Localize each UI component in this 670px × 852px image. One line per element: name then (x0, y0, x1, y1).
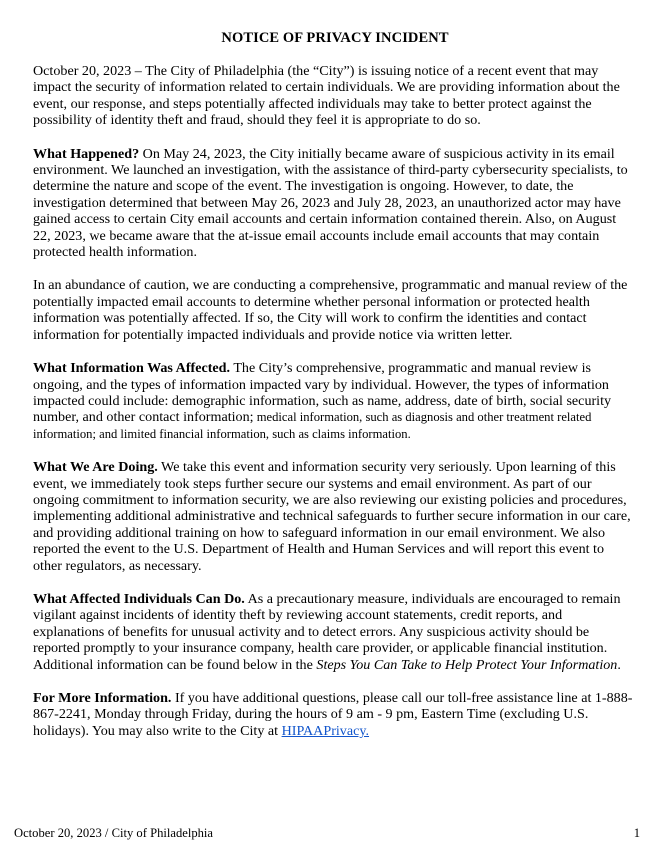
what-doing-paragraph (33, 459, 633, 574)
what-info-text-small: medical information, such as diagnosis and other treatment related information; and limited financial information, such as claims information. (33, 410, 592, 441)
what-can-do-paragraph (33, 591, 633, 673)
document-body (33, 63, 633, 756)
page-number: 1 (633, 826, 640, 840)
what-info-heading: What Information Was Affected. (33, 360, 231, 377)
more-info-paragraph (33, 690, 633, 739)
what-info-paragraph (33, 360, 633, 442)
steps-reference: Steps You Can Take to Help Protect Your Information (316, 656, 618, 673)
intro-paragraph: October 20, 2023 – The City of Philadelphia (the “City”) is issuing notice of a recent event that may impact the security of information related to certain individuals. We are providing information about the event, our response, and steps potentially affected individuals may take to better protect against the possibility of identity theft and fraud, should they feel it is appropriate to do so. (33, 63, 620, 129)
what-doing-text: We take this event and information security very seriously. Upon learning of this event, we immediately took steps further secure our systems and email environment. As part of our ongoing commitment to information security, we are also reviewing our existing policies and procedures, implementing additional administrative and technical safeguards to further secure information in our care, and providing additional training on how to safeguard information in our email environment. We also reported the event to the U.S. Department of Health and Human Services and will report this event to other regulators, as necessary. (33, 459, 631, 574)
more-info-text: If you have additional questions, please call our toll-free assistance line at 1-888-867-2241, Monday through Friday, during the hours of 9 am - 9 pm, Eastern Time (excluding U.S. holidays). You may also write to the City at (33, 690, 633, 739)
what-happened-text: On May 24, 2023, the City initially became aware of suspicious activity in its email environment. We launched an investigation, with the assistance of third-party cybersecurity specialists, to determine the nature and scope of the event. The investigation is ongoing. However, to date, the investigation determined that between May 26, 2023 and July 28, 2023, an unauthorized actor may have gained access to certain City email accounts and certain information contained therein. Also, on August 22, 2023, we became aware that the at-issue email accounts include email accounts that may contain protected health information. (33, 145, 628, 261)
what-info-text: The City’s comprehensive, programmatic and manual review is ongoing, and the types of information impacted vary by individual. However, the types of information impacted could include: demographic information, such as name, address, date of birth, social security number, and other contact information; (33, 360, 612, 426)
hipaa-privacy-link[interactable]: HIPAAPrivacy. (281, 722, 370, 739)
what-happened-paragraph (33, 146, 633, 261)
abundance-paragraph: In an abundance of caution, we are conducting a comprehensive, programmatic and manual review of the potentially impacted email accounts to determine whether personal information or protected health information was potentially affected. If so, the City will work to confirm the identities and contact information for potentially impacted individuals and provide notice via written letter. (33, 277, 628, 343)
page-title: NOTICE OF PRIVACY INCIDENT (221, 30, 449, 46)
what-can-do-heading: What Affected Individuals Can Do. (33, 590, 245, 607)
footer-text: October 20, 2023 / City of Philadelphia (14, 826, 214, 840)
more-info-heading: For More Information. (33, 690, 172, 706)
what-can-do-end: . (617, 656, 621, 673)
what-happened-heading: What Happened? (33, 145, 140, 162)
what-doing-heading: What We Are Doing. (33, 459, 158, 476)
what-can-do-text: As a precautionary measure, individuals are encouraged to remain vigilant against incidents of identity theft by reviewing account statements, credit reports, and explanations of benefits for unusual activity and to detect errors. Any suspicious activity should be reported promptly to your insurance company, health care provider, or applicable financial institution. Additional information can be found below in the (33, 590, 621, 673)
